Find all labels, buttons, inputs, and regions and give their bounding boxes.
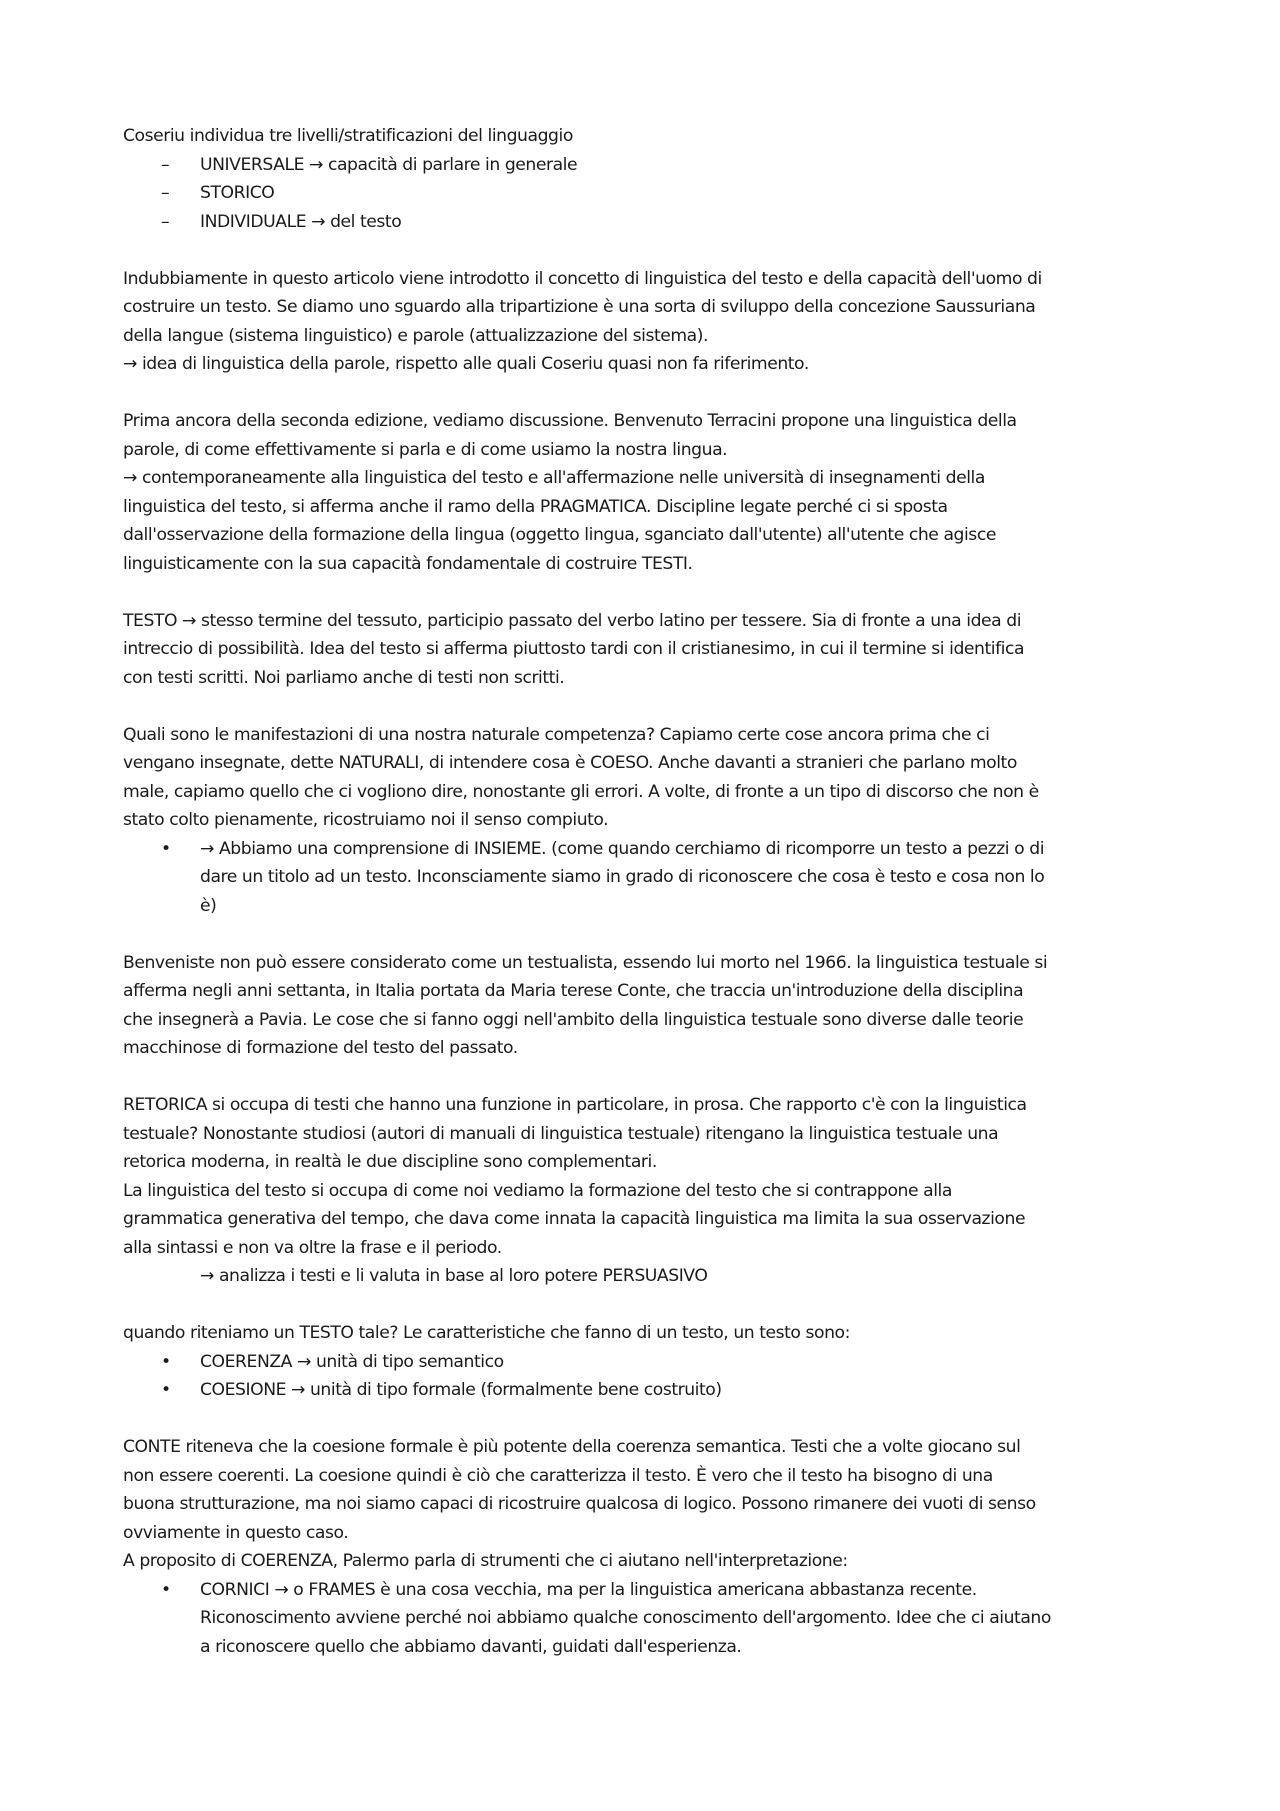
list-item: – UNIVERSALE → capacità di parlare in generale [123, 151, 1163, 180]
intro-line: Coseriu individua tre livelli/stratificazioni del linguaggio [123, 126, 573, 146]
dash-marker: – [161, 154, 170, 175]
paragraph-line: quando riteniamo un TESTO tale? Le caratteristiche che fanno di un testo, un testo sono: [123, 1323, 850, 1343]
list-item: • COESIONE → unità di tipo formale (formalmente bene costruito) [123, 1376, 1163, 1405]
paragraph-line: A proposito di COERENZA, Palermo parla di strumenti che ci aiutano nell'interpretazione: [123, 1551, 848, 1571]
paragraph-line: stato colto pienamente, ricostruiamo noi il senso compiuto. [123, 810, 609, 830]
paragraph-line: → idea di linguistica della parole, rispetto alle quali Coseriu quasi non fa riferimento. [123, 354, 809, 374]
paragraph-line: costruire un testo. Se diamo uno sguardo alla tripartizione è una sorta di sviluppo della concezione Saussuriana [123, 297, 1036, 317]
paragraph-line: grammatica generativa del tempo, che dava come innata la capacità linguistica ma limita la sua osservazione [123, 1209, 1026, 1229]
paragraph-line: Indubbiamente in questo articolo viene introdotto il concetto di linguistica del testo e della capacità dell'uomo di [123, 268, 1042, 289]
paragraph-line: non essere coerenti. La coesione quindi è ciò che caratterizza il testo. È vero che il testo ha bisogno di una [123, 1465, 993, 1486]
list-item: • → Abbiamo una comprensione di INSIEME. (come quando cerchiamo di ricomporre un testo a pezzi o di [123, 835, 1163, 864]
paragraph-line: Prima ancora della seconda edizione, vediamo discussione. Benvenuto Terracini propone una linguistica della [123, 411, 1017, 431]
paragraph-line: → contemporaneamente alla linguistica del testo e all'affermazione nelle università di insegnamenti della [123, 468, 985, 488]
bullet-marker: • [161, 838, 171, 859]
paragraph-line: parole, di come effettivamente si parla e di come usiamo la nostra lingua. [123, 439, 728, 460]
paragraph-line: TESTO → stesso termine del tessuto, participio passato del verbo latino per tessere. Sia di fronte a una idea di [123, 610, 1022, 631]
paragraph-line: della langue (sistema linguistico) e parole (attualizzazione del sistema). [123, 325, 709, 346]
list-item: • COERENZA → unità di tipo semantico [123, 1348, 1163, 1377]
paragraph-line: CONTE riteneva che la coesione formale è più potente della coerenza semantica. Testi che a volte giocano sul [123, 1437, 1021, 1457]
paragraph-line: buona strutturazione, ma noi siamo capaci di ricostruire qualcosa di logico. Possono rimanere dei vuoti di senso [123, 1494, 1036, 1514]
paragraph-line: vengano insegnate, dette NATURALI, di intendere cosa è COESO. Anche davanti a stranieri che parlano molto [123, 753, 1017, 773]
list-item-continuation: è) [200, 895, 217, 916]
paragraph-line: La linguistica del testo si occupa di come noi vediamo la formazione del testo che si contrappone alla [123, 1180, 952, 1201]
bullet-marker: • [161, 1351, 171, 1372]
document-page [123, 122, 1163, 1661]
paragraph-line: male, capiamo quello che ci vogliono dire, nonostante gli errori. A volte, di fronte a un tipo di discorso che non è [123, 781, 1039, 802]
indented-arrow-line: → analizza i testi e li valuta in base al loro potere PERSUASIVO [200, 1266, 708, 1286]
paragraph-line: dall'osservazione della formazione della lingua (oggetto lingua, sganciato dall'utente) all'utente che agisce [123, 525, 996, 545]
list-item-continuation: a riconoscere quello che abbiamo davanti, guidati dall'esperienza. [200, 1636, 742, 1657]
list-item-continuation: dare un titolo ad un testo. Inconsciamente siamo in grado di riconoscere che cosa è testo e cosa non lo [200, 867, 1045, 887]
dash-marker: – [161, 211, 170, 232]
list-item: – INDIVIDUALE → del testo [123, 208, 1163, 237]
paragraph-line: alla sintassi e non va oltre la frase e il periodo. [123, 1237, 502, 1258]
paragraph-line: Benveniste non può essere considerato come un testualista, essendo lui morto nel 1966. la linguistica testuale si [123, 952, 1048, 973]
list-item-continuation: Riconoscimento avviene perché noi abbiamo qualche conoscimento dell'argomento. Idee che ci aiutano [200, 1608, 1051, 1628]
paragraph-line: ovviamente in questo caso. [123, 1522, 349, 1543]
paragraph-line: linguisticamente con la sua capacità fondamentale di costruire TESTI. [123, 553, 693, 574]
paragraph-line: con testi scritti. Noi parliamo anche di testi non scritti. [123, 667, 565, 688]
bullet-marker: • [161, 1579, 171, 1600]
paragraph-line: intreccio di possibilità. Idea del testo si afferma piuttosto tardi con il cristianesimo, in cui il termine si identifica [123, 639, 1025, 659]
dash-marker: – [161, 183, 170, 203]
paragraph-line: macchinose di formazione del testo del passato. [123, 1038, 518, 1058]
paragraph-line: che insegnerà a Pavia. Le cose che si fanno oggi nell'ambito della linguistica testuale sono diverse dalle teorie [123, 1009, 1024, 1030]
bullet-marker: • [161, 1380, 171, 1400]
list-item: – STORICO [123, 179, 1163, 208]
paragraph-line: afferma negli anni settanta, in Italia portata da Maria terese Conte, che traccia un'introduzione della disciplina [123, 981, 1024, 1001]
paragraph-line: RETORICA si occupa di testi che hanno una funzione in particolare, in prosa. Che rapporto c'è con la linguistica [123, 1095, 1027, 1115]
paragraph-line: Quali sono le manifestazioni di una nostra naturale competenza? Capiamo certe cose ancora prima che ci [123, 724, 990, 745]
paragraph-line: linguistica del testo, si afferma anche il ramo della PRAGMATICA. Discipline legate perché ci si sposta [123, 496, 948, 517]
list-item: • CORNICI → o FRAMES è una cosa vecchia, ma per la linguistica americana abbastanza recente. [123, 1576, 1163, 1605]
paragraph-line: retorica moderna, in realtà le due discipline sono complementari. [123, 1152, 657, 1172]
paragraph-line: testuale? Nonostante studiosi (autori di manuali di linguistica testuale) ritengano la linguistica testuale una [123, 1123, 999, 1144]
